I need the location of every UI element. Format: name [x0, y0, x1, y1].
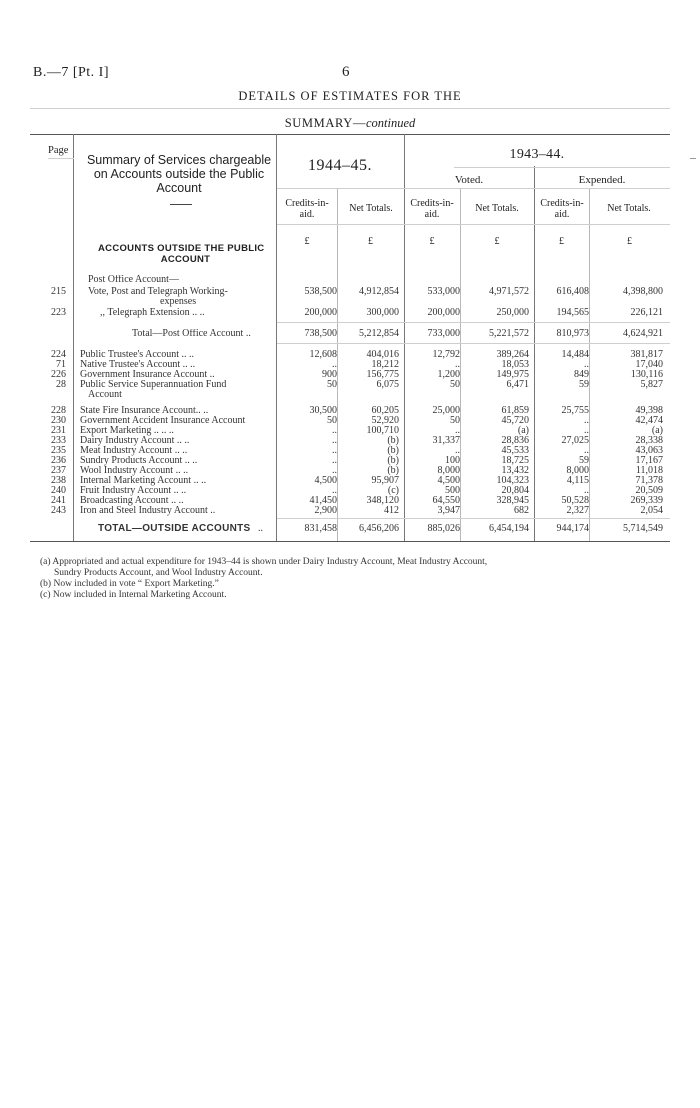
year-rule [454, 167, 670, 168]
pound-sign: £ [494, 236, 500, 247]
document-reference: B.—7 [Pt. I] [33, 65, 109, 80]
table-bottom-rule [30, 541, 670, 542]
table-top-rule [30, 134, 670, 135]
expended-label: Expended. [578, 174, 626, 186]
footnote-b: (b) Now included in vote “ Export Marketing.” [40, 579, 219, 589]
page-title: DETAILS OF ESTIMATES FOR THE [238, 89, 462, 103]
post-office-heading: Post Office Account— [88, 275, 179, 285]
page-column-label: Page [48, 145, 69, 156]
subtotal-rule [277, 322, 670, 323]
col-net-1944: Net Totals. [349, 203, 393, 214]
year-current: 1944–45. [308, 157, 372, 174]
pound-sign: £ [429, 236, 435, 247]
summary-title: SUMMARY—continued [284, 116, 416, 130]
voted-label: Voted. [454, 174, 484, 186]
footnote-c: (c) Now included in Internal Marketing Account. [40, 590, 227, 600]
subheader-rule [277, 188, 670, 189]
section-heading: ACCOUNTS OUTSIDE THE PUBLIC ACCOUNT [98, 243, 265, 265]
year-previous: 1943–44. [509, 147, 565, 162]
pound-sign: £ [368, 236, 373, 247]
colheader-rule [277, 224, 670, 225]
page-number: 6 [342, 64, 350, 80]
heading-dash [170, 204, 192, 205]
pound-sign: £ [304, 236, 310, 247]
page-column-rule [73, 134, 74, 541]
col-credits-1944: Credits-in-aid. [285, 198, 329, 220]
edge-mark [690, 158, 696, 159]
page-label-rule [48, 158, 74, 159]
col-credits-voted: Credits-in-aid. [410, 198, 454, 220]
col-credits-expended: Credits-in-aid. [540, 198, 584, 220]
pound-sign: £ [559, 236, 564, 247]
pound-sign: £ [627, 236, 632, 247]
header-rule [30, 108, 670, 109]
col-net-voted: Net Totals. [475, 203, 519, 214]
subtotal-rule [277, 343, 670, 344]
footnote-a: (a) Appropriated and actual expenditure for 1943–44 is shown under Dairy Industry Account, Meat Industry Account, Sundry Products Account, and Wool Industry Account. [40, 557, 488, 578]
grand-total-label: TOTAL—OUTSIDE ACCOUNTS [98, 523, 251, 534]
summary-heading: Summary of Services chargeable on Accounts outside the Public Account [86, 153, 272, 195]
grand-total-rule [277, 518, 670, 519]
col-net-expended: Net Totals. [607, 203, 651, 214]
